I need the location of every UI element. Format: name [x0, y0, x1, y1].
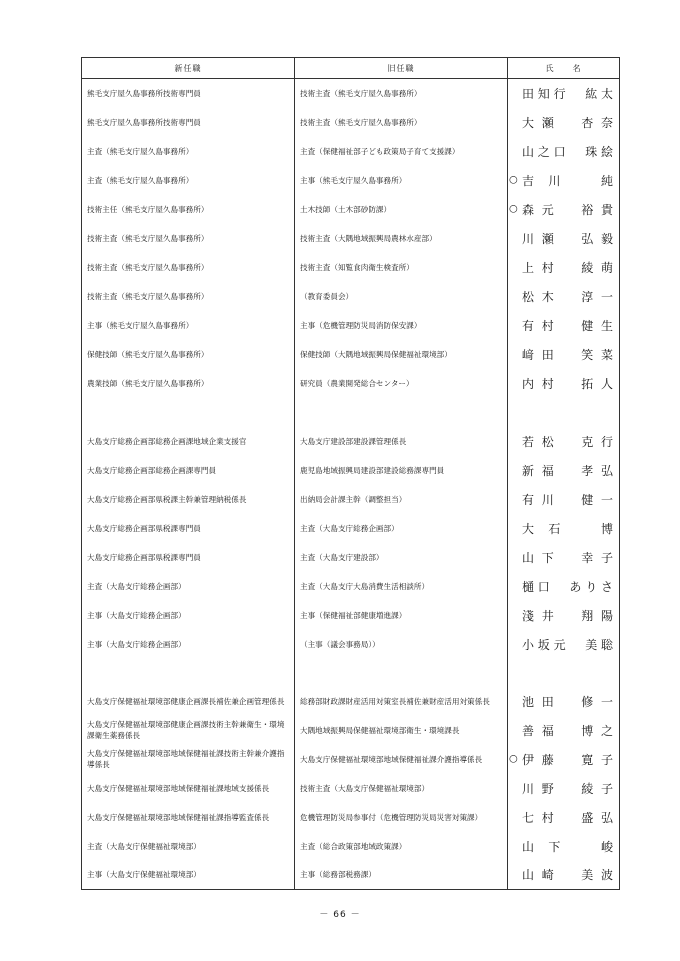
new-position-cell: 技術主査（熊毛支庁屋久島事務所） — [82, 224, 295, 253]
table-row — [82, 832, 620, 861]
person-name: 新福 孝弘 — [522, 463, 613, 478]
name-cell — [508, 224, 620, 253]
person-name: 小坂元 美聡 — [522, 637, 613, 652]
new-position-cell: 技術主任（熊毛支庁屋久島事務所） — [82, 195, 295, 224]
new-position-cell — [82, 398, 295, 427]
person-name: 上村 綾萌 — [522, 260, 613, 275]
name-cell — [508, 282, 620, 311]
old-position-cell: 大島支庁建設部建設課管理係長 — [295, 427, 508, 456]
name-cell — [508, 774, 620, 803]
new-position-cell: 熊毛支庁屋久島事務所技術専門員 — [82, 79, 295, 108]
table-row — [82, 716, 620, 745]
old-position-cell: 技術主査（知覧食肉衛生検査所） — [295, 253, 508, 282]
old-position-cell: 技術主査（大島支庁保健福祉環境部） — [295, 774, 508, 803]
name-cell — [508, 832, 620, 861]
old-position-cell: 主査（保健福祉部子ども政策局子育て支援課） — [295, 137, 508, 166]
header-new-position: 新任職 — [82, 58, 295, 79]
old-position-cell: 出納局会計課主幹（調整担当） — [295, 485, 508, 514]
table-row — [82, 659, 620, 687]
new-position-cell: 保健技師（熊毛支庁屋久島事務所） — [82, 340, 295, 369]
new-position-cell: 大島支庁総務企画部県税課専門員 — [82, 514, 295, 543]
name-cell — [508, 543, 620, 572]
new-position-cell: 主事（熊毛支庁屋久島事務所） — [82, 311, 295, 340]
old-position-cell: 危機管理防災局参事付（危機管理防災局災害対策課） — [295, 803, 508, 832]
table-header — [82, 58, 620, 79]
name-cell — [508, 195, 620, 224]
person-name: 樋口 ありさ — [522, 579, 613, 594]
new-position-cell: 大島支庁保健福祉環境部地域保健福祉課技術主幹兼介護指導係長 — [82, 745, 295, 774]
new-position-cell: 主事（大島支庁総務企画部） — [82, 601, 295, 630]
person-name: 伊藤 寛子 — [522, 752, 613, 767]
table-row — [82, 108, 620, 137]
person-name: 大石 博 — [522, 521, 613, 536]
name-cell — [508, 427, 620, 456]
header-old-position: 旧任職 — [295, 58, 508, 79]
name-cell — [508, 311, 620, 340]
name-cell — [508, 687, 620, 716]
table-row — [82, 543, 620, 572]
table-row — [82, 398, 620, 427]
person-name: 森元 裕貴 — [522, 202, 613, 217]
table-row — [82, 224, 620, 253]
new-position-cell: 大島支庁総務企画部県税課専門員 — [82, 543, 295, 572]
old-position-cell: 総務部財政課財産活用対策室長補佐兼財産活用対策係長 — [295, 687, 508, 716]
person-name: 山崎 美波 — [522, 868, 613, 883]
table-row — [82, 282, 620, 311]
new-position-cell: 技術主査（熊毛支庁屋久島事務所） — [82, 253, 295, 282]
table-row — [82, 340, 620, 369]
new-position-cell: 農業技師（熊毛支庁屋久島事務所） — [82, 369, 295, 398]
person-name: 山之口 珠絵 — [522, 144, 613, 159]
name-cell — [508, 456, 620, 485]
table-row — [82, 137, 620, 166]
old-position-cell: 鹿児島地域振興局建設部建設総務課専門員 — [295, 456, 508, 485]
table-row — [82, 485, 620, 514]
person-name: 善福 博之 — [522, 723, 613, 738]
name-cell — [508, 514, 620, 543]
old-position-cell: 保健技師（大隅地域振興局保健福祉環境部） — [295, 340, 508, 369]
new-position-cell: 主事（大島支庁総務企画部） — [82, 630, 295, 659]
old-position-cell: 技術主査（大隅地域振興局農林水産部） — [295, 224, 508, 253]
name-cell — [508, 340, 620, 369]
old-position-cell: 技術主査（熊毛支庁屋久島事務所） — [295, 79, 508, 108]
table-row — [82, 253, 620, 282]
new-position-cell: 主査（大島支庁保健福祉環境部） — [82, 832, 295, 861]
person-name: 有川 健一 — [522, 492, 613, 507]
table-row — [82, 774, 620, 803]
person-name: 山下 峻 — [522, 839, 613, 854]
name-cell — [508, 861, 620, 890]
person-name: 松木 淳一 — [522, 289, 613, 304]
new-position-cell: 主査（熊毛支庁屋久島事務所） — [82, 166, 295, 195]
page-number: － 66 － — [319, 910, 361, 920]
circle-marker: ○ — [509, 174, 518, 186]
name-cell — [508, 745, 620, 774]
name-cell — [508, 630, 620, 659]
table-row — [82, 369, 620, 398]
old-position-cell: 大島支庁保健福祉環境部地域保健福祉課介護指導係長 — [295, 745, 508, 774]
new-position-cell: 大島支庁保健福祉環境部地域保健福祉課地域支援係長 — [82, 774, 295, 803]
table-row — [82, 687, 620, 716]
table-row — [82, 745, 620, 774]
name-cell — [508, 166, 620, 195]
new-position-cell: 大島支庁総務企画部総務企画課専門員 — [82, 456, 295, 485]
name-cell — [508, 716, 620, 745]
person-name: 大瀬 杏奈 — [522, 115, 613, 130]
new-position-cell: 大島支庁総務企画部県税課主幹兼管理納税係長 — [82, 485, 295, 514]
old-position-cell: 主査（大島支庁大島消費生活相談所） — [295, 572, 508, 601]
old-position-cell: 主事（熊毛支庁屋久島事務所） — [295, 166, 508, 195]
name-cell — [508, 803, 620, 832]
table-row — [82, 166, 620, 195]
new-position-cell: 主事（大島支庁保健福祉環境部） — [82, 861, 295, 890]
circle-marker: ○ — [509, 203, 518, 215]
table-row — [82, 861, 620, 890]
old-position-cell: （主事（議会事務局）） — [295, 630, 508, 659]
old-position-cell: 主事（保健福祉部健康増進課） — [295, 601, 508, 630]
table-row — [82, 630, 620, 659]
old-position-cell: 土木技師（土木部砂防課） — [295, 195, 508, 224]
new-position-cell: 熊毛支庁屋久島事務所技術専門員 — [82, 108, 295, 137]
name-cell — [508, 601, 620, 630]
name-cell — [508, 485, 620, 514]
name-cell — [508, 137, 620, 166]
old-position-cell: 主査（大島支庁建設部） — [295, 543, 508, 572]
person-name: 有村 健生 — [522, 318, 613, 333]
new-position-cell: 主査（大島支庁総務企画部） — [82, 572, 295, 601]
table-row — [82, 311, 620, 340]
person-name: 池田 修一 — [522, 694, 613, 709]
person-name: 川瀬 弘毅 — [522, 231, 613, 246]
person-name: 﨑田 笑菜 — [522, 347, 613, 362]
table-row — [82, 601, 620, 630]
person-name: 若松 克行 — [522, 434, 613, 449]
table-row — [82, 79, 620, 108]
new-position-cell: 主査（熊毛支庁屋久島事務所） — [82, 137, 295, 166]
person-name: 山下 幸子 — [522, 550, 613, 565]
table-row — [82, 427, 620, 456]
old-position-cell: （教育委員会） — [295, 282, 508, 311]
person-name: 七村 盛弘 — [522, 810, 613, 825]
old-position-cell: 主査（大島支庁総務企画部） — [295, 514, 508, 543]
old-position-cell — [295, 659, 508, 687]
old-position-cell: 大隅地域振興局保健福祉環境部衛生・環境課長 — [295, 716, 508, 745]
name-cell — [508, 572, 620, 601]
new-position-cell: 大島支庁保健福祉環境部健康企画課技術主幹兼衛生・環境課衛生薬務係長 — [82, 716, 295, 745]
old-position-cell: 主事（危機管理防災局消防保安課） — [295, 311, 508, 340]
person-name: 内村 拓人 — [522, 376, 613, 391]
new-position-cell: 技術主査（熊毛支庁屋久島事務所） — [82, 282, 295, 311]
person-name: 川野 綾子 — [522, 781, 613, 796]
table-row — [82, 803, 620, 832]
person-name: 吉川 純 — [522, 173, 613, 188]
name-cell — [508, 369, 620, 398]
table-row — [82, 456, 620, 485]
table-body — [82, 79, 620, 890]
new-position-cell: 大島支庁保健福祉環境部地域保健福祉課指導監査係長 — [82, 803, 295, 832]
old-position-cell: 技術主査（熊毛支庁屋久島事務所） — [295, 108, 508, 137]
personnel-table — [81, 57, 620, 890]
name-cell — [508, 79, 620, 108]
old-position-cell — [295, 398, 508, 427]
old-position-cell: 主事（総務部税務課） — [295, 861, 508, 890]
header-name: 氏 名 — [508, 58, 620, 79]
person-name: 田知行 紘太 — [522, 86, 613, 101]
table-row — [82, 195, 620, 224]
name-cell — [508, 108, 620, 137]
old-position-cell: 研究員（農業開発総合センター） — [295, 369, 508, 398]
new-position-cell — [82, 659, 295, 687]
name-cell — [508, 398, 620, 427]
name-cell — [508, 253, 620, 282]
person-name: 淺井 翔陽 — [522, 608, 613, 623]
new-position-cell: 大島支庁総務企画部総務企画課地域企業支援官 — [82, 427, 295, 456]
table-row — [82, 514, 620, 543]
circle-marker: ○ — [509, 753, 518, 765]
name-cell — [508, 659, 620, 687]
table-row — [82, 572, 620, 601]
old-position-cell: 主査（総合政策部地域政策課） — [295, 832, 508, 861]
new-position-cell: 大島支庁保健福祉環境部健康企画課長補佐兼企画管理係長 — [82, 687, 295, 716]
